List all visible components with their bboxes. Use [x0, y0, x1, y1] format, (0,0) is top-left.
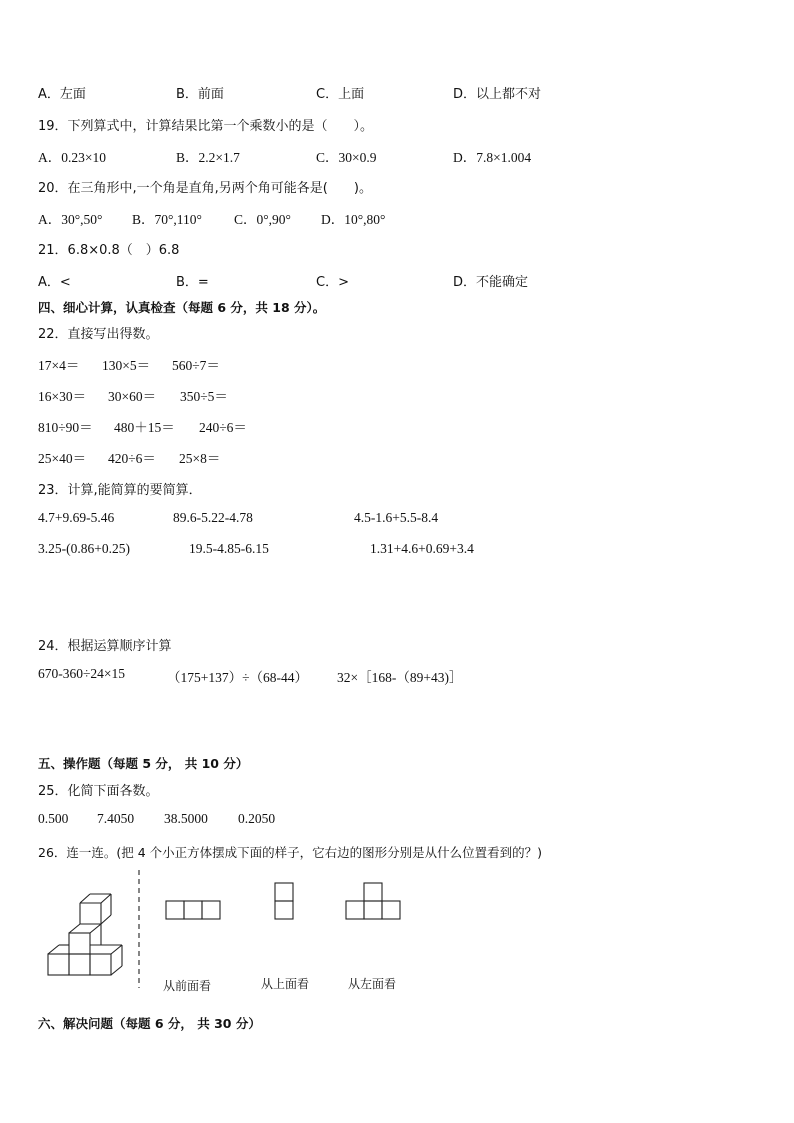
- q23-r1c1: 4.7+9.69-5.46: [38, 510, 115, 525]
- q25-item-2: 7.4050: [97, 811, 135, 826]
- front-view-shape: [166, 901, 220, 919]
- q18-option-a: A．左面: [38, 87, 86, 102]
- q20-option-d: D．10°,80°: [321, 212, 386, 227]
- q19-option-a: A．0.23×10: [38, 150, 106, 165]
- q22-r3c1: 810÷90＝: [38, 420, 93, 435]
- q18-option-b: B．前面: [176, 87, 224, 102]
- section4-title: 四、细心计算，认真检查（每题 6 分，共 18 分）。: [38, 300, 326, 315]
- q20-stem: 20．在三角形中,一个角是直角,另两个角可能各是( )。: [38, 181, 372, 196]
- q23-r2c1: 3.25-(0.86+0.25): [38, 541, 130, 556]
- q21-stem: 21．6.8×0.8（ ）6.8: [38, 243, 180, 258]
- q25-item-1: 0.500: [38, 811, 69, 826]
- q24-item-3: 32×［168-（89+43)］: [337, 670, 463, 685]
- q19-option-c: C．30×0.9: [316, 150, 377, 165]
- label-left-view: 从左面看: [348, 977, 397, 991]
- q22-r3c2: 480＋15＝: [114, 420, 175, 435]
- q22-r4c2: 420÷6＝: [108, 451, 156, 466]
- q22-r2c1: 16×30＝: [38, 389, 87, 404]
- q21-option-c: C．>: [316, 275, 349, 290]
- q25-stem: 25．化简下面各数。: [38, 784, 159, 799]
- q26-stem: 26．连一连。(把 4 个小正方体摆成下面的样子，它右边的图形分别是从什么位置看到的？): [38, 845, 543, 860]
- q23-r2c3: 1.31+4.6+0.69+3.4: [370, 541, 474, 556]
- left-view-shape: [346, 883, 400, 919]
- q22-r4c3: 25×8＝: [179, 451, 221, 466]
- label-front-view: 从前面看: [163, 979, 212, 993]
- q19-option-b: B．2.2×1.7: [176, 150, 240, 165]
- section5-title: 五、操作题（每题 5 分， 共 10 分）: [38, 756, 249, 771]
- q20-option-a: A．30°,50°: [38, 212, 103, 227]
- q24-stem: 24．根据运算顺序计算: [38, 639, 172, 654]
- q22-r2c3: 350÷5＝: [180, 389, 228, 404]
- q24-item-1: 670-360÷24×15: [38, 666, 126, 681]
- q23-stem: 23．计算,能简算的要简算．: [38, 483, 202, 498]
- q25-item-4: 0.2050: [238, 811, 276, 826]
- q21-option-a: A．<: [38, 275, 71, 290]
- q18-option-d: D．以上都不对: [453, 87, 542, 102]
- q22-stem: 22．直接写出得数。: [38, 327, 159, 342]
- q23-r1c3: 4.5-1.6+5.5-8.4: [354, 510, 439, 525]
- q22-r1c1: 17×4＝: [38, 358, 80, 373]
- q23-r2c2: 19.5-4.85-6.15: [189, 541, 269, 556]
- q19-option-d: D．7.8×1.004: [453, 150, 532, 165]
- label-top-view: 从上面看: [261, 977, 310, 991]
- q21-option-d: D．不能确定: [453, 275, 529, 290]
- q21-option-b: B．=: [176, 275, 209, 290]
- cube-stack-drawing: [48, 894, 122, 975]
- q20-option-b: B．70°,110°: [132, 212, 202, 227]
- q25-item-3: 38.5000: [164, 811, 208, 826]
- q24-item-2: （175+137）÷（68-44）: [167, 670, 309, 685]
- q22-r3c3: 240÷6＝: [199, 420, 247, 435]
- q22-r4c1: 25×40＝: [38, 451, 87, 466]
- q19-stem: 19．下列算式中，计算结果比第一个乘数小的是（ ）。: [38, 119, 374, 134]
- q18-option-c: C．上面: [316, 87, 365, 102]
- q20-option-c: C．0°,90°: [234, 212, 291, 227]
- q22-r1c2: 130×5＝: [102, 358, 151, 373]
- q22-r1c3: 560÷7＝: [172, 358, 220, 373]
- q23-r1c2: 89.6-5.22-4.78: [173, 510, 253, 525]
- section6-title: 六、解决问题（每题 6 分， 共 30 分）: [38, 1016, 261, 1031]
- top-view-shape: [275, 883, 293, 919]
- q22-r2c2: 30×60＝: [108, 389, 157, 404]
